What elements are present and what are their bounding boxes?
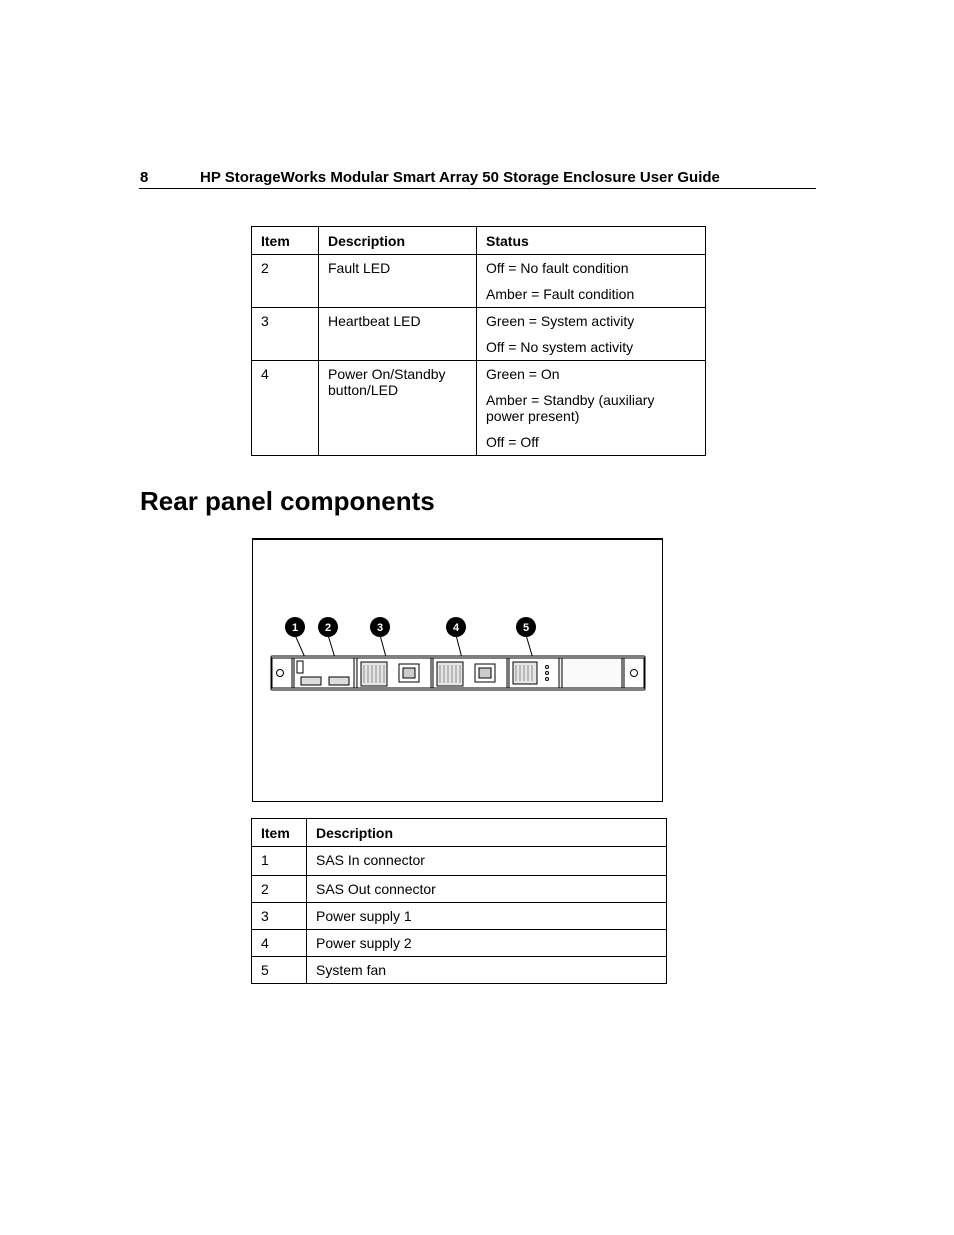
column-header-item: Item xyxy=(252,819,307,847)
column-header-description: Description xyxy=(307,819,667,847)
table-row xyxy=(252,847,667,876)
svg-text:4: 4 xyxy=(452,622,460,634)
callout-5 xyxy=(516,617,536,637)
status-line: Off = No system activity xyxy=(486,339,634,355)
svg-text:1: 1 xyxy=(291,622,299,634)
status-cell xyxy=(477,361,706,456)
description-cell: System fan xyxy=(307,957,667,984)
front-panel-status-table xyxy=(251,226,706,456)
column-header-item: Item xyxy=(252,227,319,255)
table-header-row xyxy=(252,819,667,847)
status-line: Off = No fault condition xyxy=(486,260,629,276)
status-line: Amber = Fault condition xyxy=(486,286,635,302)
document-title: HP StorageWorks Modular Smart Array 50 Storage Enclosure User Guide xyxy=(200,169,720,186)
item-cell: 4 xyxy=(252,361,319,456)
table-row xyxy=(252,876,667,903)
rear-panel-illustration xyxy=(253,540,662,801)
status-line: Off = Off xyxy=(486,434,539,450)
callout-4 xyxy=(446,617,466,637)
description-cell: Power supply 1 xyxy=(307,903,667,930)
item-cell: 3 xyxy=(252,903,307,930)
status-line: Green = On xyxy=(486,366,560,382)
table-row xyxy=(252,957,667,984)
table-row xyxy=(252,930,667,957)
svg-text:2: 2 xyxy=(324,622,332,634)
description-cell: Power On/Standby button/LED xyxy=(319,361,477,456)
callout-3 xyxy=(370,617,390,637)
item-cell: 1 xyxy=(252,847,307,876)
status-cell xyxy=(477,255,706,308)
description-cell: Fault LED xyxy=(319,255,477,308)
callout-2 xyxy=(318,617,338,637)
page-number: 8 xyxy=(140,169,149,186)
rear-panel-components-table xyxy=(251,818,667,984)
description-cell: SAS Out connector xyxy=(307,876,667,903)
description-cell: Heartbeat LED xyxy=(319,308,477,361)
page-header xyxy=(139,168,816,189)
item-cell: 5 xyxy=(252,957,307,984)
table-row xyxy=(252,255,706,308)
item-cell: 3 xyxy=(252,308,319,361)
description-cell: SAS In connector xyxy=(307,847,667,876)
status-cell xyxy=(477,308,706,361)
section-heading: Rear panel components xyxy=(140,486,435,516)
column-header-status: Status xyxy=(477,227,706,255)
table-row xyxy=(252,361,706,456)
callout-1 xyxy=(285,617,305,637)
item-cell: 4 xyxy=(252,930,307,957)
item-cell: 2 xyxy=(252,876,307,903)
description-cell: Power supply 2 xyxy=(307,930,667,957)
svg-text:5: 5 xyxy=(522,622,530,634)
table-row xyxy=(252,903,667,930)
table-header-row xyxy=(252,227,706,255)
status-line: Amber = Standby (auxiliary power present) xyxy=(486,392,655,424)
column-header-description: Description xyxy=(319,227,477,255)
table-row xyxy=(252,308,706,361)
status-line: Green = System activity xyxy=(486,313,635,329)
svg-text:3: 3 xyxy=(376,622,384,634)
rear-panel-figure xyxy=(252,538,663,802)
item-cell: 2 xyxy=(252,255,319,308)
